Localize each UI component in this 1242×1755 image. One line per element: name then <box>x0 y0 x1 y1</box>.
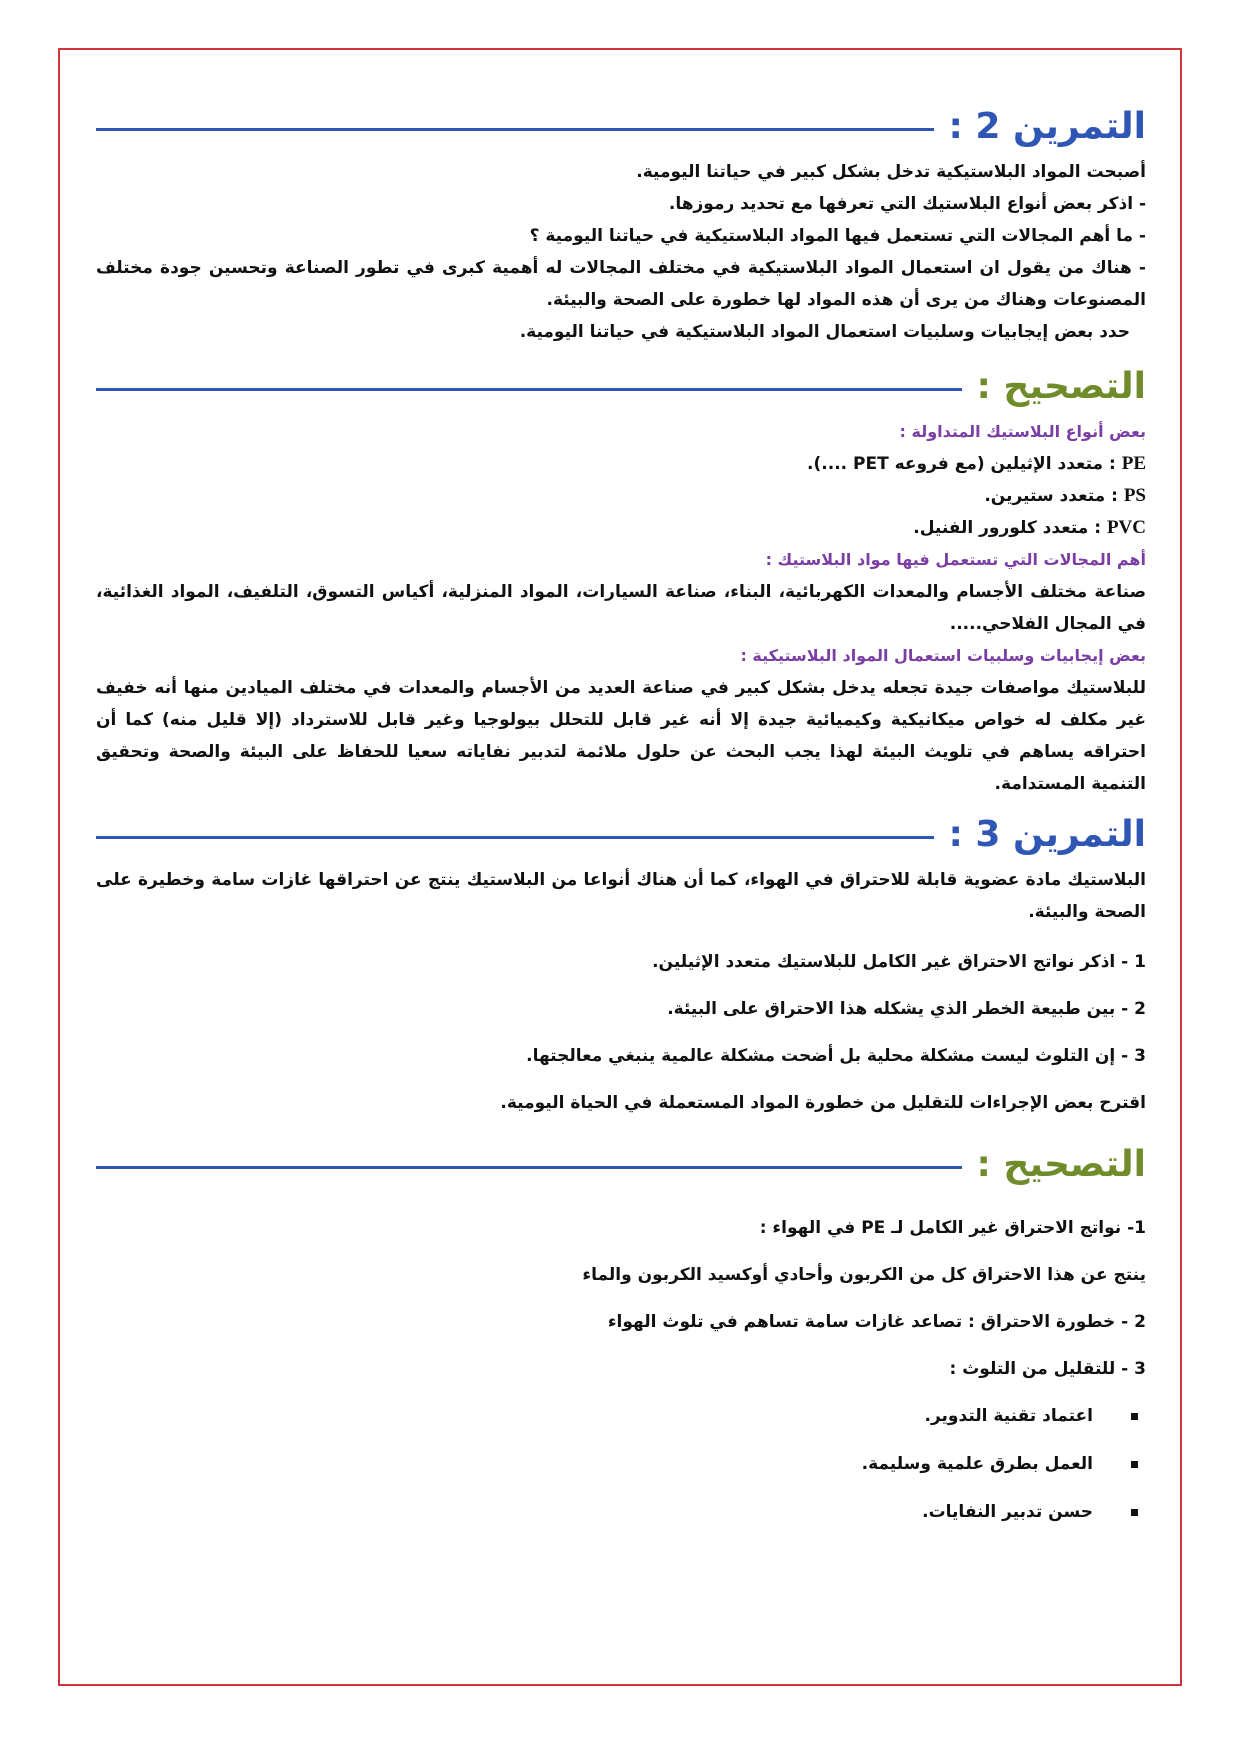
plastic-type-pvc <box>96 512 1146 544</box>
ps-description: : متعدد ستيرين. <box>984 486 1124 506</box>
plastic-types-heading: بعض أنواع البلاستيك المتداولة : <box>899 422 1146 441</box>
correction-2-heading <box>96 356 1146 416</box>
document-body <box>96 96 1146 1544</box>
answer-1-text: ينتج عن هذا الاحتراق كل من الكربون وأحادي أوكسيد الكربون والماء <box>582 1265 1146 1285</box>
pvc-description: : متعدد كلورور الفنيل. <box>913 518 1107 538</box>
correction-3-title: التصحيح : <box>976 1143 1146 1185</box>
exercise-2-intro: أصبحت المواد البلاستيكية تدخل بشكل كبير في حياتنا اليومية. <box>636 162 1146 182</box>
exercise-2-question-1: - اذكر بعض أنواع البلاستيك التي تعرفها مع تحديد رموزها. <box>668 194 1146 214</box>
plastic-uses-heading: أهم المجالات التي تستعمل فيها مواد البلاستيك : <box>765 550 1146 569</box>
correction-2-title: التصحيح : <box>976 365 1146 407</box>
plastic-type-ps <box>96 480 1146 512</box>
exercise-3-question-3: 3 - إن التلوث ليست مشكلة محلية بل أضحت مشكلة عالمية ينبغي معالجتها. <box>526 1046 1146 1066</box>
pros-cons-heading: بعض إيجابيات وسلبيات استعمال المواد البلاستيكية : <box>740 646 1146 665</box>
heading-rule <box>96 836 934 839</box>
ps-code: PS <box>1123 485 1146 506</box>
pe-code: PE <box>1121 453 1146 474</box>
list-item: حسن تدبير النفايات. <box>96 1496 1138 1528</box>
heading-rule <box>96 128 934 131</box>
exercise-2-question-4: حدد بعض إيجابيات وسلبيات استعمال المواد البلاستيكية في حياتنا اليومية. <box>519 322 1130 342</box>
exercise-2-question-2: - ما أهم المجالات التي تستعمل فيها المواد البلاستيكية في حياتنا اليومية ؟ <box>529 226 1146 246</box>
plastic-type-pe <box>96 448 1146 480</box>
pollution-reduction-list <box>96 1400 1146 1528</box>
exercise-2-heading <box>96 96 1146 156</box>
bullet-icon <box>1131 1461 1138 1468</box>
pros-cons-text: للبلاستيك مواصفات جيدة تجعله يدخل بشكل كبير في صناعة العديد من الأجسام والمعدات في مختلف الميادين منها أنه خفيف غير مكلف له خواص ميكانيكية وكيميائية جيدة إلا أنه غير قابل للتحلل بيولوجيا وغير قابل للاسترداد (إلا قليل منه) كما أن احتراقه يساهم في تلويث البيئة لهذا يجب البحث عن حلول ملائمة لتدبير نفاياته سعيا للحفاظ على البيئة والصحة وتحقيق التنمية المستدامة. <box>96 678 1146 794</box>
correction-3-heading <box>96 1134 1146 1194</box>
list-item: العمل بطرق علمية وسليمة. <box>96 1448 1138 1480</box>
heading-rule <box>96 388 962 391</box>
exercise-3-heading <box>96 804 1146 864</box>
pe-description: : متعدد الإثيلين (مع فروعه PET ....). <box>807 454 1122 474</box>
heading-rule <box>96 1166 962 1169</box>
exercise-3-question-4: اقترح بعض الإجراءات للتقليل من خطورة المواد المستعملة في الحياة اليومية. <box>500 1093 1146 1113</box>
answer-2: 2 - خطورة الاحتراق : تصاعد غازات سامة تساهم في تلوث الهواء <box>607 1312 1146 1332</box>
answer-3-heading: 3 - للتقليل من التلوث : <box>949 1359 1146 1379</box>
answer-1-heading: 1- نواتج الاحتراق غير الكامل لـ PE في الهواء : <box>759 1218 1146 1238</box>
exercise-3-question-1: 1 - اذكر نواتج الاحتراق غير الكامل للبلاستيك متعدد الإثيلين. <box>652 952 1146 972</box>
bullet-icon <box>1131 1413 1138 1420</box>
bullet-icon <box>1131 1509 1138 1516</box>
exercise-3-intro: البلاستيك مادة عضوية قابلة للاحتراق في الهواء، كما أن هناك أنواعا من البلاستيك ينتج عن احتراقها غازات سامة وخطيرة على الصحة والبيئة. <box>96 870 1146 922</box>
exercise-3-title: التمرين 3 : <box>948 813 1146 855</box>
pvc-code: PVC <box>1106 517 1146 538</box>
exercise-2-title: التمرين 2 : <box>948 105 1146 147</box>
plastic-uses-text: صناعة مختلف الأجسام والمعدات الكهربائية، البناء، صناعة السيارات، المواد المنزلية، أكياس التسوق، التلفيف، المواد الغذائية، في المجال الفلاحي..... <box>96 582 1146 634</box>
list-item: اعتماد تقنية التدوير. <box>96 1400 1138 1432</box>
exercise-2-question-3: - هناك من يقول ان استعمال المواد البلاستيكية في مختلف المجالات له أهمية كبرى في تطور الصناعة وتحسين جودة مختلف المصنوعات وهناك من يرى أن هذه المواد لها خطورة على الصحة والبيئة. <box>96 258 1146 310</box>
exercise-3-question-2: 2 - بين طبيعة الخطر الذي يشكله هذا الاحتراق على البيئة. <box>667 999 1146 1019</box>
